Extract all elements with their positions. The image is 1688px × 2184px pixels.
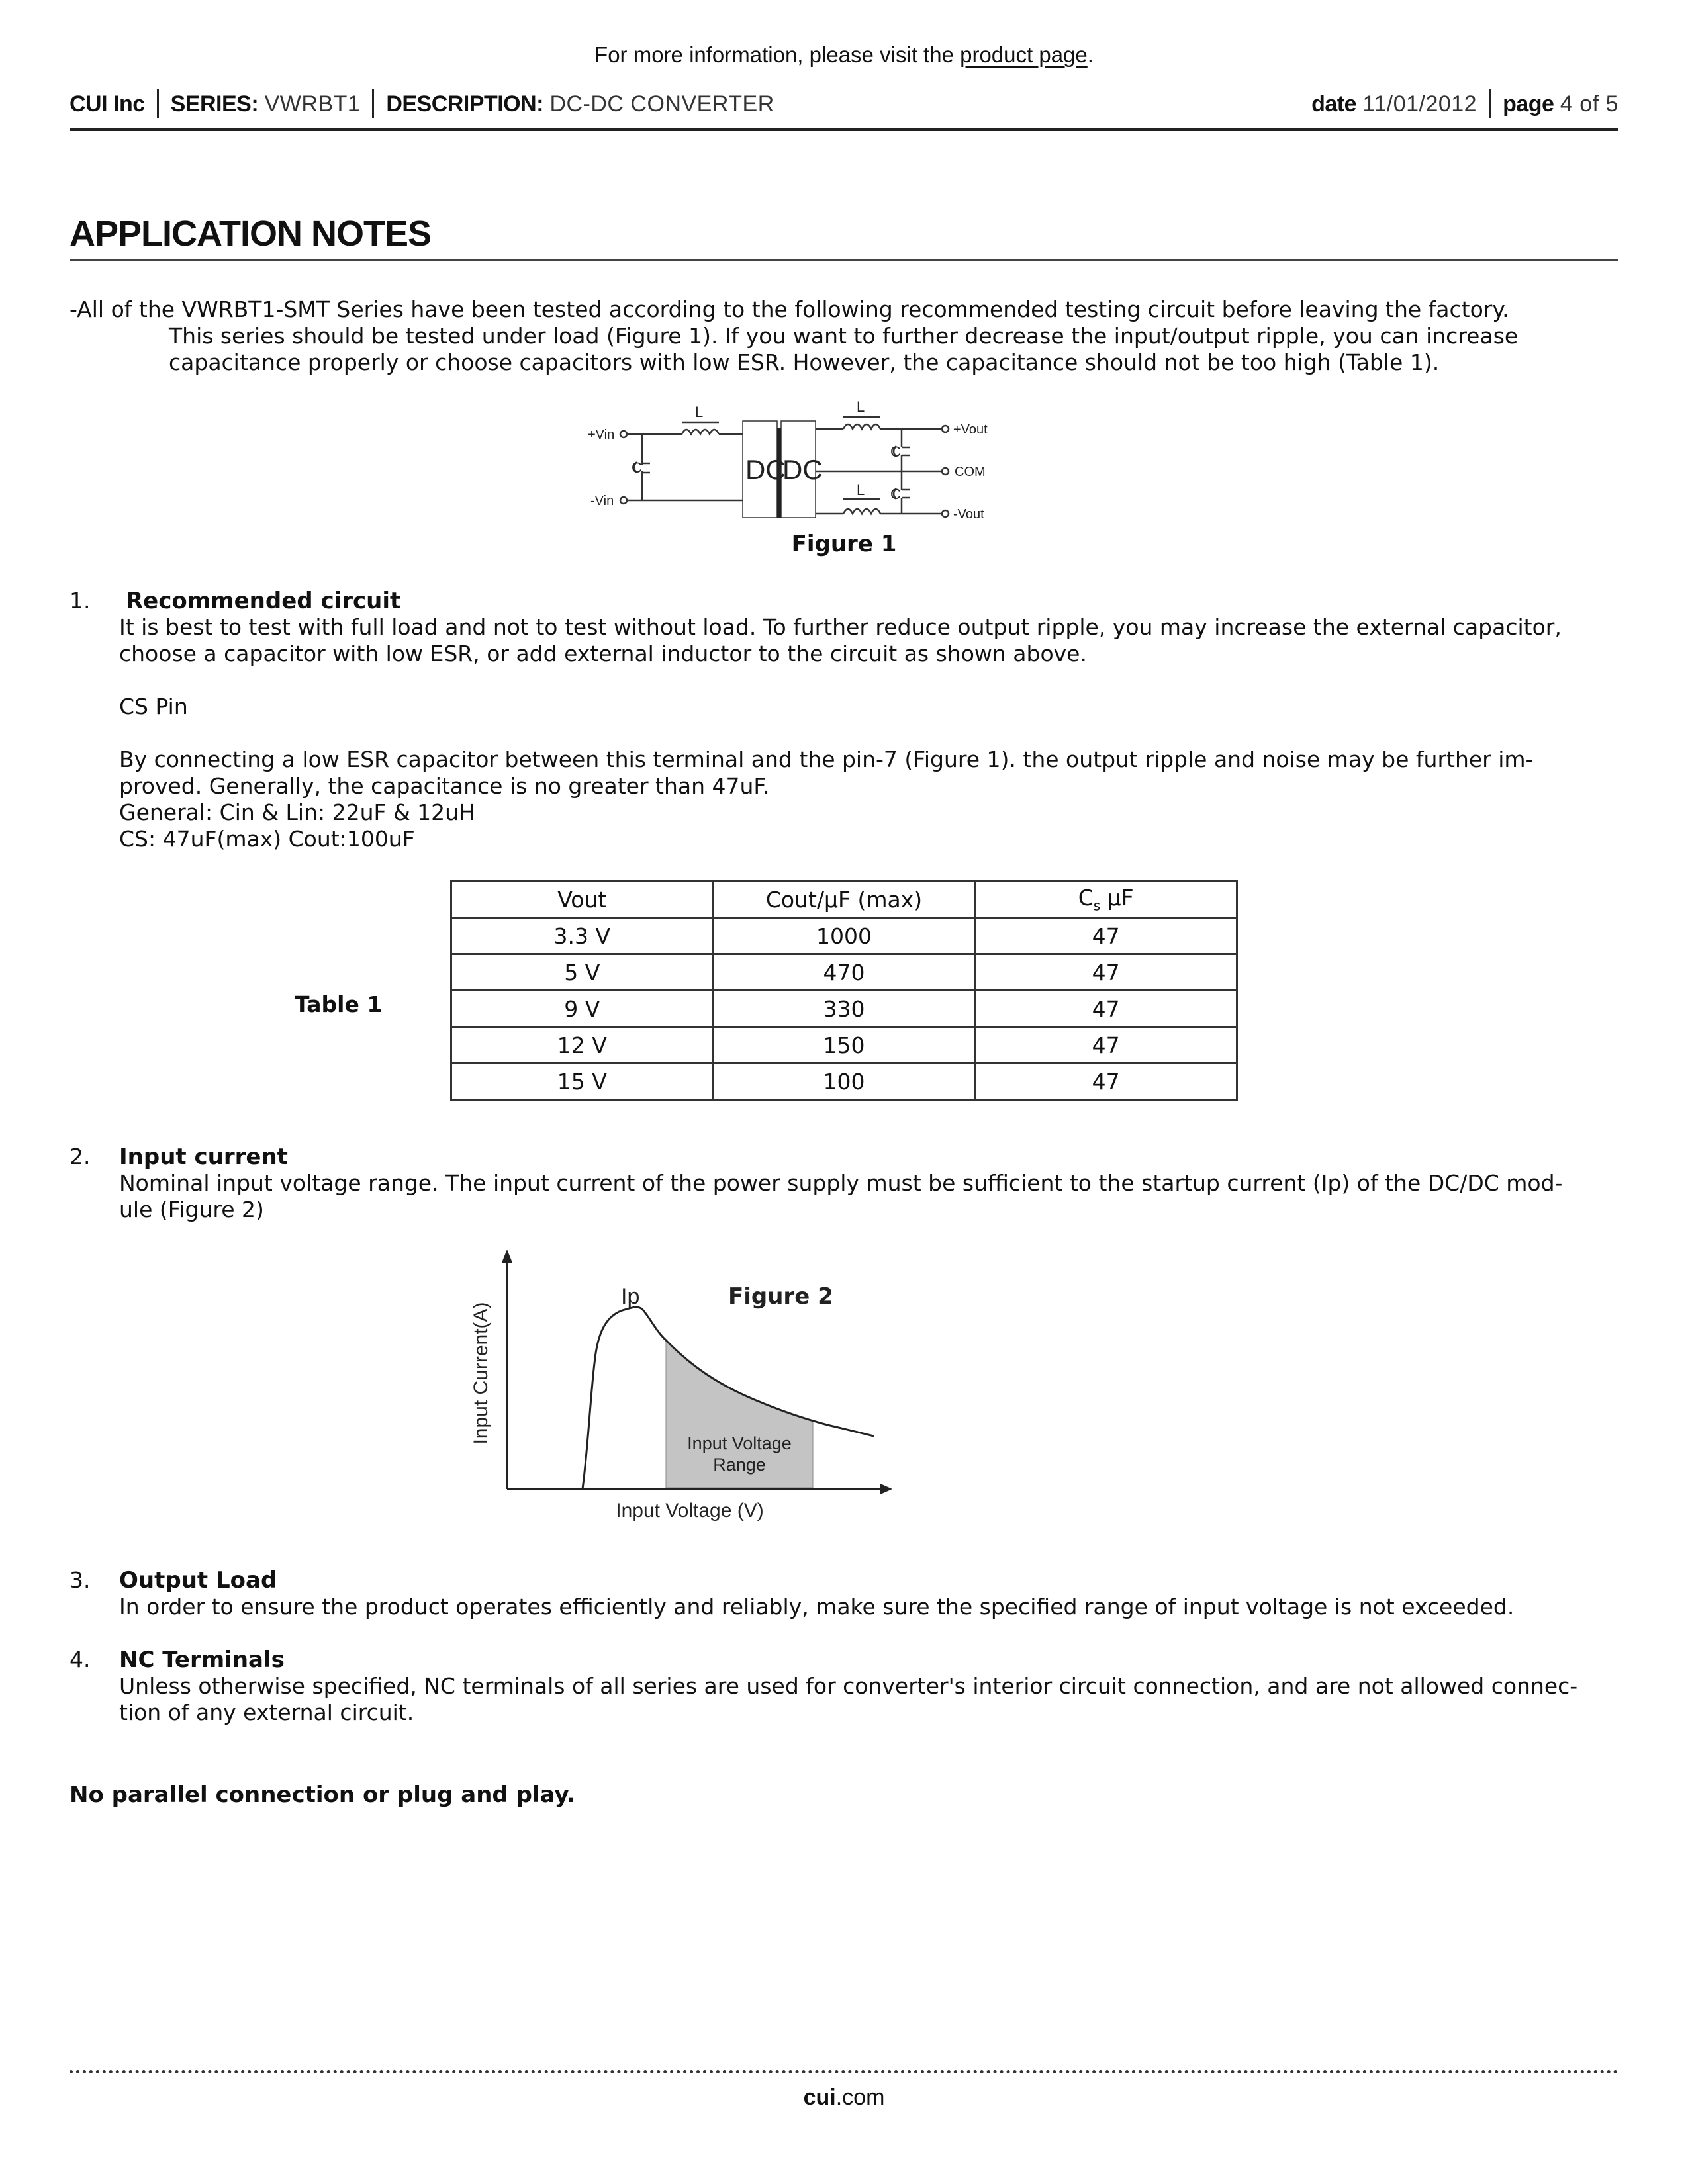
intro-paragraph — [70, 296, 1632, 376]
page-value: 4 of 5 — [1560, 91, 1618, 116]
header-divider — [372, 89, 374, 118]
table1 — [450, 880, 1238, 1101]
table-row — [451, 918, 1237, 954]
page-label: page — [1503, 91, 1554, 116]
figure1-circuit-diagram — [576, 390, 1119, 523]
section-heading: Input current — [119, 1144, 288, 1170]
column-header-cout: Cout/µF (max) — [713, 882, 975, 918]
series-value: VWRBT1 — [264, 91, 361, 116]
inductor-label: L — [695, 404, 704, 420]
section-heading: NC Terminals — [119, 1647, 285, 1673]
cs-pin-body — [119, 747, 1642, 852]
section-number: 4. — [70, 1647, 91, 1672]
date-value: 11/01/2012 — [1362, 91, 1477, 116]
intro-line: This series should be tested under load (Figure 1). If you want to further decrease the input/output ripple, you can increase — [169, 323, 1519, 349]
vin-neg-label: -Vin — [590, 494, 614, 508]
table-row — [451, 1064, 1237, 1100]
x-axis-label: Input Voltage (V) — [616, 1500, 764, 1522]
figure1-caption: Figure 1 — [791, 531, 897, 557]
cell-cs: 47 — [975, 1027, 1237, 1064]
range-label-line1: Input Voltage — [687, 1433, 792, 1453]
table-header-row — [451, 882, 1237, 918]
footer-brand-bold: cui — [803, 2085, 836, 2110]
description-label: DESCRIPTION: — [386, 91, 543, 116]
capacitor-label: C — [890, 443, 901, 460]
notice-prefix: For more information, please visit the — [594, 42, 961, 67]
body-line: In order to ensure the product operates efficiently and reliably, make sure the specified range of input voltage is not exceeded. — [119, 1594, 1515, 1619]
body-line: By connecting a low ESR capacitor between this terminal and the pin-7 (Figure 1). the output ripple and noise may be further im- — [119, 747, 1534, 772]
cell-cout: 330 — [713, 991, 975, 1027]
table-row — [451, 954, 1237, 991]
y-axis-label: Input Current(A) — [470, 1302, 492, 1445]
cell-vout: 9 V — [451, 991, 714, 1027]
cell-vout: 5 V — [451, 954, 714, 991]
body-line: Nominal input voltage range. The input current of the power supply must be sufficient to the startup current (Ip) of the DC/DC mod- — [119, 1170, 1563, 1196]
product-page-link[interactable]: product page — [960, 42, 1088, 67]
column-header-cs — [975, 882, 1237, 918]
section-body — [119, 1170, 1642, 1223]
capacitor-label: C — [890, 486, 901, 502]
series-label: SERIES: — [170, 91, 259, 116]
body-line: General: Cin & Lin: 22uF & 12uH — [119, 799, 475, 825]
cell-vout: 3.3 V — [451, 918, 714, 954]
body-line: ule (Figure 2) — [119, 1197, 264, 1222]
section-number: 3. — [70, 1567, 91, 1593]
header-rule — [70, 128, 1618, 131]
intro-line: -All of the VWRBT1-SMT Series have been tested according to the following recommended testing circuit before leaving the factory. — [70, 296, 1509, 322]
body-line: choose a capacitor with low ESR, or add external inductor to the circuit as shown above. — [119, 641, 1087, 666]
intro-line: capacitance properly or choose capacitors with low ESR. However, the capacitance should not be too high (Table 1). — [169, 349, 1440, 375]
cell-vout: 12 V — [451, 1027, 714, 1064]
figure2-caption: Figure 2 — [728, 1283, 833, 1310]
cell-cs: 47 — [975, 918, 1237, 954]
cell-cout: 1000 — [713, 918, 975, 954]
footer-brand-rest: .com — [835, 2085, 885, 2110]
section-body — [119, 1673, 1642, 1726]
closing-note: No parallel connection or plug and play. — [70, 1782, 576, 1808]
cell-cs: 47 — [975, 991, 1237, 1027]
title-rule — [70, 259, 1618, 261]
body-line: Unless otherwise specified, NC terminals of all series are used for converter's interior circuit connection, and are not allowed connec- — [119, 1673, 1578, 1699]
body-line: CS: 47uF(max) Cout:100uF — [119, 826, 415, 852]
section-body — [119, 614, 1642, 667]
section-body — [119, 1594, 1642, 1620]
document-header — [70, 87, 1618, 120]
table-row — [451, 991, 1237, 1027]
cs-symbol: C — [1078, 885, 1094, 911]
product-page-notice — [0, 42, 1688, 68]
company-name: CUI Inc — [70, 91, 145, 116]
header-left — [70, 89, 774, 118]
footer-rule — [70, 2070, 1618, 2073]
cell-cs: 47 — [975, 1064, 1237, 1100]
cs-pin-label: CS Pin — [119, 694, 188, 719]
com-label: COM — [955, 465, 986, 479]
vout-neg-label: -Vout — [953, 507, 984, 522]
vin-pos-label: +Vin — [588, 428, 615, 442]
section-number: 1. — [70, 588, 91, 614]
capacitor-label: C — [632, 459, 642, 476]
footer-brand[interactable] — [0, 2085, 1688, 2111]
section-number: 2. — [70, 1144, 91, 1169]
description-value: DC-DC CONVERTER — [549, 91, 774, 116]
cell-cout: 100 — [713, 1064, 975, 1100]
figure2-input-current-graph — [450, 1231, 914, 1522]
body-line: proved. Generally, the capacitance is no greater than 47uF. — [119, 773, 770, 799]
inductor-label: L — [857, 482, 865, 498]
body-line: tion of any external circuit. — [119, 1700, 414, 1725]
body-line: It is best to test with full load and not to test without load. To further reduce output ripple, you may increase the external capacitor, — [119, 614, 1562, 640]
column-header-vout: Vout — [451, 882, 714, 918]
cs-unit: µF — [1100, 885, 1134, 911]
header-divider — [1489, 89, 1491, 118]
dc-right-label: DC — [782, 454, 823, 485]
dc-left-label: DC — [745, 454, 786, 485]
header-divider — [157, 89, 159, 118]
page-title: APPLICATION NOTES — [70, 214, 432, 253]
vout-pos-label: +Vout — [953, 422, 988, 437]
peak-current-label: Ip — [621, 1284, 640, 1309]
section-heading: Output Load — [119, 1567, 277, 1594]
cell-cs: 47 — [975, 954, 1237, 991]
section-heading: Recommended circuit — [126, 588, 401, 614]
cell-cout: 150 — [713, 1027, 975, 1064]
header-right — [1311, 89, 1618, 118]
range-label-line2: Range — [713, 1455, 766, 1475]
table1-label: Table 1 — [295, 991, 383, 1017]
cs-subscript: s — [1093, 897, 1101, 914]
date-label: date — [1311, 91, 1356, 116]
cell-cout: 470 — [713, 954, 975, 991]
inductor-label: L — [857, 398, 865, 415]
notice-suffix: . — [1087, 42, 1094, 67]
cell-vout: 15 V — [451, 1064, 714, 1100]
table-row — [451, 1027, 1237, 1064]
